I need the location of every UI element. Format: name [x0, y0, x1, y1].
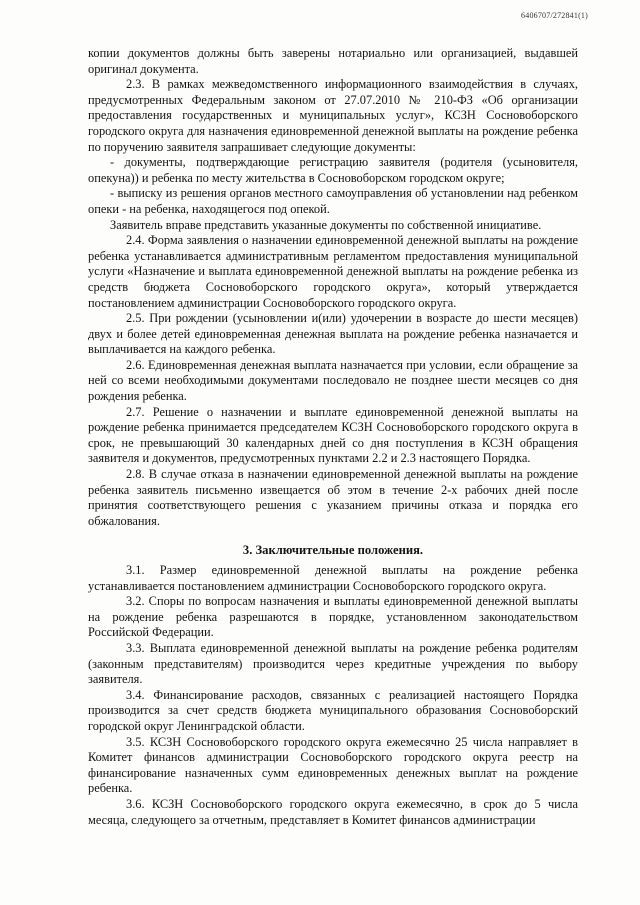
paragraph-2-4: 2.4. Форма заявления о назначении единовременной денежной выплаты на рождение ребенка устанавливается административным регламентом предоставления муниципальной услуги «Назначение и выплата единовременной денежной выплаты на рождение ребенка из средств бюджета Сосновоборского городского округа», который утверждается постановлением администрации Сосновоборского городского округа.	[88, 233, 578, 310]
paragraph-2-3: 2.3. В рамках межведомственного информационного взаимодействия в случаях, предусмотренных Федеральным законом от 27.07.2010 № 210-ФЗ «Об организации предоставления государственных и муниципальных услуг», КСЗН Сосновоборского городского округа для назначения единовременной денежной выплаты на рождение ребенка по поручению заявителя запрашивает следующие документы:	[88, 77, 578, 154]
paragraph-2-6: 2.6. Единовременная денежная выплата назначается при условии, если обращение за ней со всеми необходимыми документами последовало не позднее шести месяцев со дня рождения ребенка.	[88, 357, 578, 404]
document-number: 6406707/272841(1)	[521, 11, 588, 20]
paragraph-3-3: 3.3. Выплата единовременной денежной выплаты на рождение ребенка родителям (законным представителям) производится через кредитные учреждения по выбору заявителя.	[88, 640, 578, 687]
paragraph-own-initiative: Заявитель вправе представить указанные документы по собственной инициативе.	[110, 217, 542, 232]
paragraph-3-1: 3.1. Размер единовременной денежной выплаты на рождение ребенка устанавливается постановлением администрации Сосновоборского городского округа.	[88, 563, 578, 593]
paragraph-continuation: копии документов должны быть заверены нотариально или организацией, выдавшей оригинал документа.	[88, 46, 578, 76]
paragraph-2-8: 2.8. В случае отказа в назначении единовременной денежной выплаты на рождение ребенка заявитель письменно извещается об этом в течение 2-х рабочих дней после принятия соответствующего решения с указанием причины отказа и порядка его обжалования.	[88, 467, 578, 528]
document-body	[88, 46, 578, 828]
paragraph-2-7: 2.7. Решение о назначении и выплате единовременной денежной выплаты на рождение ребенка принимается председателем КСЗН Сосновоборского городского округа в срок, не превышающий 30 календарных дней со дня поступления в КСЗН обращения заявителя и документов, предусмотренных пунктами 2.2 и 2.3 настоящего Порядка.	[88, 404, 578, 466]
paragraph-3-5: 3.5. КСЗН Сосновоборского городского округа ежемесячно 25 числа направляет в Комитет финансов администрации Сосновоборского городского округа реестр на финансирование назначенных сумм единовременных денежных выплат на рождение ребенка.	[88, 734, 578, 796]
paragraph-3-4: 3.4. Финансирование расходов, связанных с реализацией настоящего Порядка производится за счет средств бюджета муниципального образования Сосновоборский городской округ Ленинградской области.	[88, 687, 578, 733]
section-3-heading: 3. Заключительные положения.	[242, 543, 424, 558]
list-item-registration-docs: - документы, подтверждающие регистрацию заявителя (родителя (усыновителя, опекуна)) и ребенка по месту жительства в Сосновоборском городском округе;	[88, 155, 578, 185]
list-item-guardianship-extract: - выписку из решения органов местного самоуправления об установлении над ребенком опеки - на ребенка, находящегося под опекой.	[88, 186, 578, 216]
paragraph-3-6: 3.6. КСЗН Сосновоборского городского округа ежемесячно, в срок до 5 числа месяца, следующего за отчетным, представляет в Комитет финансов администрации	[88, 796, 578, 827]
paragraph-3-2: 3.2. Споры по вопросам назначения и выплаты единовременной денежной выплаты на рождение ребенка разрешаются в порядке, установленном законодательством Российской Федерации.	[88, 594, 578, 640]
paragraph-2-5: 2.5. При рождении (усыновлении и(или) удочерении в возрасте до шести месяцев) двух и более детей единовременная денежная выплата на рождение ребенка назначается и выплачивается на каждого ребенка.	[88, 311, 578, 357]
